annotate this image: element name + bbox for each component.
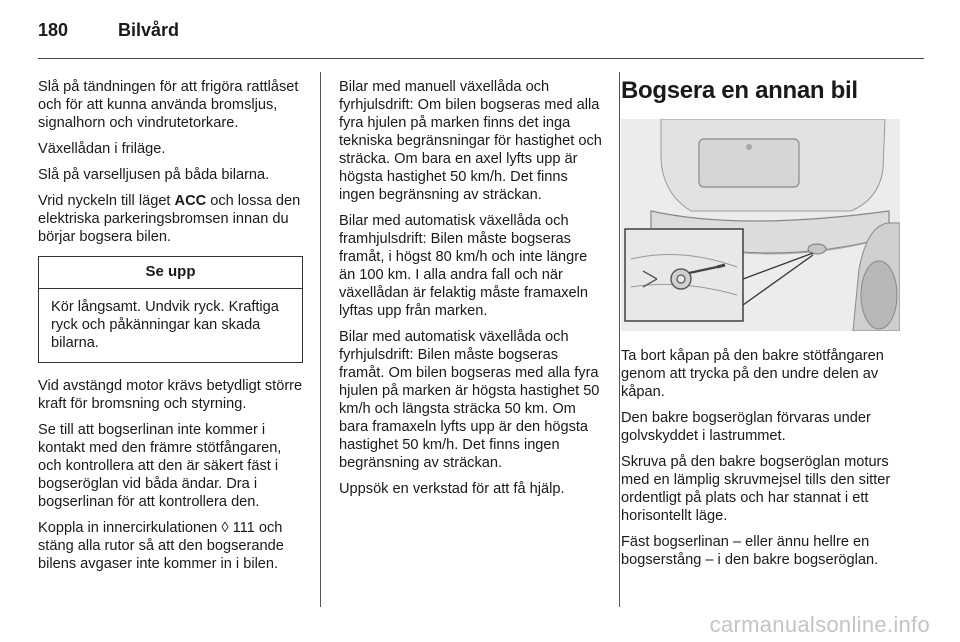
watermark: carmanualsonline.info <box>709 612 930 637</box>
paragraph: Bilar med manuell växellåda och fyrhjulsdrift: Om bilen bogseras med alla fyra hjulen på marken finns det inga tekniska begränsningar för hastighet och sträcka. Om bara en axel lyfts upp är högsta hastighet 50 km/h. Det finns ingen begränsning av sträckan. <box>339 79 602 203</box>
paragraph: Bilar med automatisk växellåda och framhjulsdrift: Bilen måste bogseras framåt, i högst 80 km/h och inte längre än 100 km. I alla andra fall och när växellådan är felaktig måste framaxeln lyftas upp från marken. <box>339 213 589 319</box>
header-rule <box>38 58 924 59</box>
column-divider-1 <box>320 72 321 607</box>
paragraph: Vid avstängd motor krävs betydligt större kraft för bromsning och styrning. <box>38 378 303 412</box>
subsection-heading: Bogsera en annan bil <box>621 77 858 104</box>
paragraph: Slå på varselljusen på båda bilarna. <box>38 167 270 183</box>
section-title: Bilvård <box>118 20 180 40</box>
paragraph <box>38 192 303 246</box>
paragraph: Se till att bogserlinan inte kommer i kontakt med den främre stötfångaren, och kontrollera att den är säkert fäst i bogseröglan vid båda ändar. Dra i bogserlinan för att kontrollera den. <box>38 422 282 510</box>
key-position: ACC <box>174 193 207 209</box>
paragraph: Koppla in innercirkulationen ◊ 111 och stäng alla rutor så att den bogserande bilens avgaser inte kommer in i bilen. <box>38 520 284 572</box>
column-divider-2 <box>619 72 620 607</box>
column-1 <box>38 78 303 581</box>
paragraph: Bilar med automatisk växellåda och fyrhjulsdrift: Bilen måste bogseras framåt. Om bilen bogseras med alla fyra hjulen på marken är högsta hastighet 50 km/h och längsta sträcka 50 km. Om bara framaxeln lyfts upp är den högsta hastighet 50 km/h. Det finns ingen begränsning av sträckan. <box>339 329 600 471</box>
page-number: 180 <box>38 20 69 40</box>
column-3 <box>621 77 906 577</box>
paragraph: Skruva på den bakre bogseröglan moturs med en lämplig skruvmejsel tills den sitter ordentligt på plats och har stannat i ett horisontellt läge. <box>621 454 891 524</box>
text: Vrid nyckeln till läget <box>38 193 175 209</box>
caution-title: Se upp <box>39 257 302 289</box>
paragraph: Den bakre bogseröglan förvaras under golvskyddet i lastrummet. <box>621 410 871 444</box>
paragraph: Slå på tändningen för att frigöra rattlåset och för att kunna använda bromsljus, signalhorn och vindrutetorkare. <box>38 79 299 131</box>
caution-box <box>38 256 303 363</box>
paragraph: Uppsök en verkstad för att få hjälp. <box>339 481 565 497</box>
paragraph: Fäst bogserlinan – eller ännu hellre en bogserstång – i den bakre bogseröglan. <box>621 534 879 568</box>
paragraph: Ta bort kåpan på den bakre stötfångaren genom att trycka på den undre delen av kåpan. <box>621 348 884 400</box>
column-2 <box>339 78 604 506</box>
text: och lossa den elektriska parkeringsbromsen innan du börjar bogsera bilen. <box>38 193 301 245</box>
rear-bumper-tow-eye-illustration <box>621 119 900 331</box>
paragraph: Växellådan i friläge. <box>38 141 166 157</box>
caution-text: Kör långsamt. Undvik ryck. Kraftiga ryck och påkänningar kan skada bilarna. <box>51 299 279 351</box>
